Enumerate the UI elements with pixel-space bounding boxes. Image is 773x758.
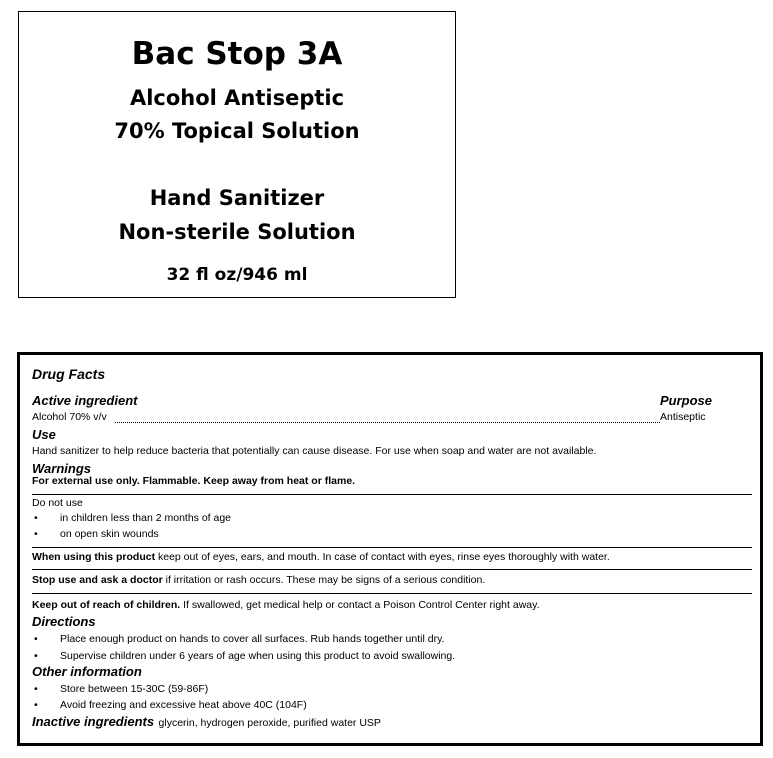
active-ingredient-heading: Active ingredient [32, 393, 138, 408]
bullet: • [34, 528, 38, 540]
other-information-item: Avoid freezing and excessive heat above 40C (104F) [60, 699, 307, 711]
stop-use [32, 574, 485, 586]
bullet: • [34, 650, 38, 662]
when-using-text: keep out of eyes, ears, and mouth. In case of contact with eyes, rinse eyes thoroughly with water. [158, 551, 610, 563]
use-heading: Use [32, 427, 56, 442]
warnings-heading: Warnings [32, 461, 91, 476]
inactive-ingredients-heading: Inactive ingredients [32, 714, 155, 729]
product-line-2: 70% Topical Solution [114, 119, 360, 143]
product-volume: 32 fl oz/946 ml [166, 265, 308, 285]
do-not-use-item: on open skin wounds [60, 528, 159, 540]
divider [32, 494, 752, 495]
divider [32, 547, 752, 548]
do-not-use-item: in children less than 2 months of age [60, 512, 232, 524]
product-line-1: Alcohol Antiseptic [129, 86, 345, 110]
bullet: • [34, 699, 38, 711]
keep-out-text: If swallowed, get medical help or contact a Poison Control Center right away. [183, 599, 540, 611]
divider [32, 569, 752, 570]
other-information-item: Store between 15-30C (59-86F) [60, 683, 209, 695]
keep-out-label: Keep out of reach of children. [32, 599, 181, 611]
leader-dots [115, 414, 660, 423]
bullet: • [34, 512, 38, 524]
drug-facts-heading: Drug Facts [32, 366, 106, 382]
active-ingredient: Alcohol 70% v/v [32, 411, 107, 423]
bullet: • [34, 683, 38, 695]
use-text: Hand sanitizer to help reduce bacteria that potentially can cause disease. For use when soap and water are not available. [32, 445, 597, 457]
product-line-3: Hand Sanitizer [149, 186, 325, 210]
divider [32, 593, 752, 594]
product-line-4: Non-sterile Solution [118, 220, 356, 244]
do-not-use-heading: Do not use [32, 497, 83, 509]
when-using-label: When using this product [32, 551, 156, 563]
other-information-heading: Other information [32, 664, 142, 679]
inactive-ingredients-text: glycerin, hydrogen peroxide, purified water USP [158, 717, 381, 729]
keep-out [32, 599, 540, 611]
front-label-panel [18, 11, 456, 298]
inactive-ingredients [32, 713, 381, 731]
stop-use-text: if irritation or rash occurs. These may be signs of a serious condition. [165, 574, 486, 586]
directions-item: Supervise children under 6 years of age when using this product to avoid swallowing. [60, 650, 456, 662]
directions-heading: Directions [32, 614, 96, 629]
purpose-heading: Purpose [660, 393, 713, 408]
directions-item: Place enough product on hands to cover all surfaces. Rub hands together until dry. [60, 633, 445, 645]
when-using [32, 551, 610, 563]
drug-facts-panel [17, 352, 763, 746]
warnings-text: For external use only. Flammable. Keep away from heat or flame. [32, 475, 356, 487]
product-title: Bac Stop 3A [131, 36, 343, 72]
bullet: • [34, 633, 38, 645]
stop-use-label: Stop use and ask a doctor [32, 574, 163, 586]
purpose: Antiseptic [660, 411, 706, 423]
